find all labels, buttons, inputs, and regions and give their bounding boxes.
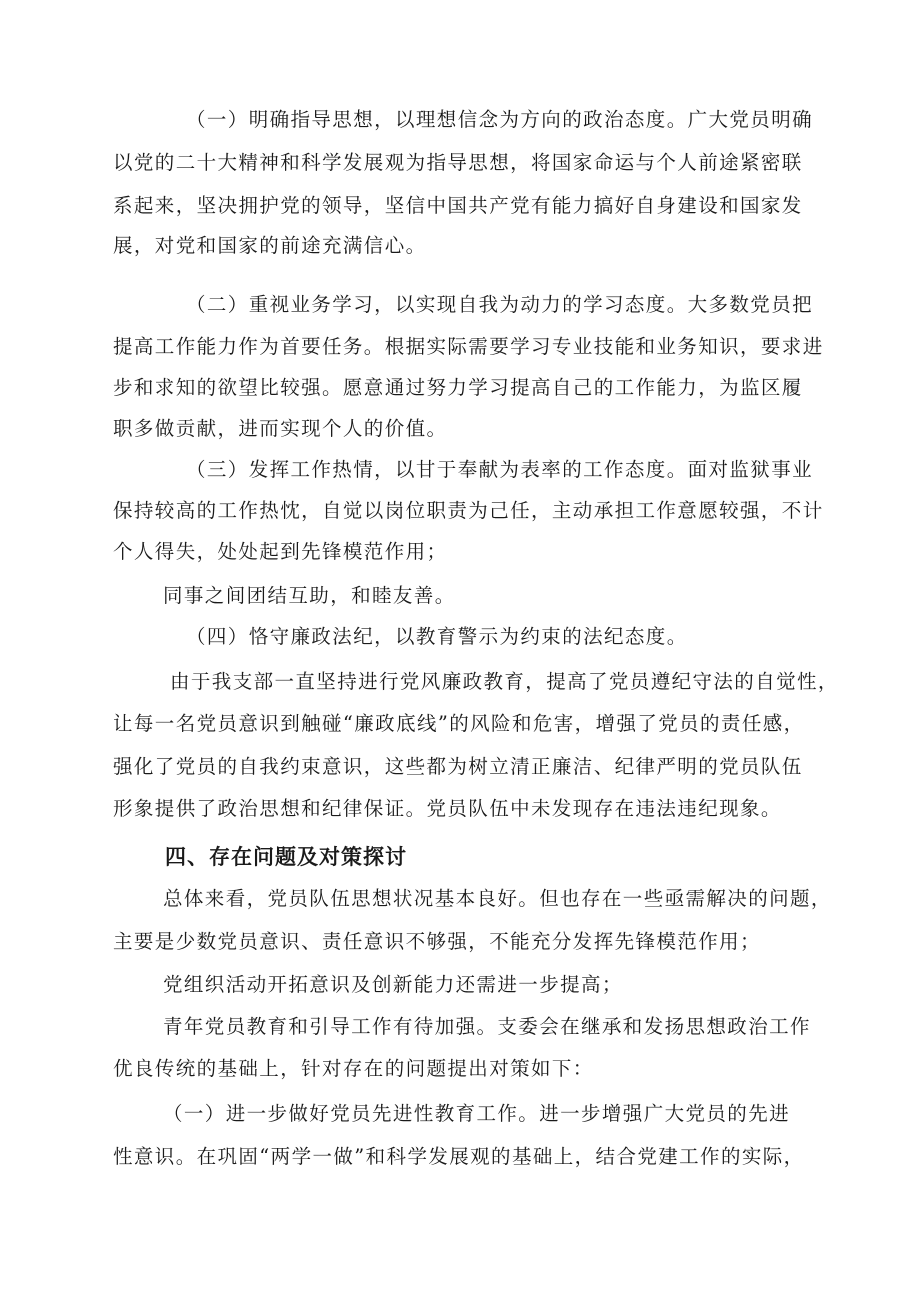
paragraph-6-line-2: 让每一名党员意识到触碰“廉政底线”的风险和危害，增强了党员的责任感， <box>113 712 805 735</box>
paragraph-1-line-3: 系起来，坚决拥护党的领导，坚信中国共产党有能力搞好自身建设和国家发 <box>113 194 803 217</box>
paragraph-1-line-1: （一）明确指导思想，以理想信念为方向的政治态度。广大党员明确 <box>186 108 814 131</box>
paragraph-4: 同事之间团结互助，和睦友善。 <box>163 584 456 607</box>
paragraph-3-line-2: 保持较高的工作热忱，自觉以岗位职责为己任，主动承担工作意愿较强，不计 <box>113 499 824 522</box>
paragraph-7-line-1: 总体来看，党员队伍思想状况基本良好。但也存在一些亟需解决的问题， <box>163 887 832 910</box>
paragraph-3-line-3: 个人得失，处处起到先锋模范作用； <box>113 540 448 563</box>
paragraph-10-line-2: 性意识。在巩固“两学一做”和科学发展观的基础上，结合党建工作的实际， <box>113 1145 805 1168</box>
paragraph-9-line-2: 优良传统的基础上，针对存在的问题提出对策如下： <box>113 1057 594 1080</box>
paragraph-6-line-3: 强化了党员的自我约束意识，这些都为树立清正廉洁、纪律严明的党员队伍 <box>113 755 803 778</box>
paragraph-1-line-2: 以党的二十大精神和科学发展观为指导思想，将国家命运与个人前途紧密联 <box>113 151 803 174</box>
paragraph-2-line-2: 提高工作能力作为首要任务。根据实际需要学习专业技能和业务知识，要求进 <box>113 335 824 358</box>
paragraph-5: （四）恪守廉政法纪，以教育警示为约束的法纪态度。 <box>186 625 688 648</box>
paragraph-7-line-2: 主要是少数党员意识、责任意识不够强，不能充分发挥先锋模范作用； <box>113 930 761 953</box>
paragraph-8: 党组织活动开拓意识及创新能力还需进一步提高； <box>163 973 623 996</box>
section-heading: 四、存在问题及对策探讨 <box>165 845 407 869</box>
paragraph-6-line-4: 形象提供了政治思想和纪律保证。党员队伍中未发现存在违法违纪现象。 <box>113 797 782 820</box>
paragraph-10-line-1: （一）进一步做好党员先进性教育工作。进一步增强广大党员的先进 <box>163 1102 791 1125</box>
paragraph-9-line-1: 青年党员教育和引导工作有待加强。支委会在继承和发扬思想政治工作 <box>163 1015 811 1038</box>
paragraph-1-line-4: 展，对党和国家的前途充满信心。 <box>113 234 427 257</box>
paragraph-2-line-4: 职多做贡献，进而实现个人的价值。 <box>113 417 448 440</box>
paragraph-6-line-1: 由于我支部一直坚持进行党风廉政教育，提高了党员遵纪守法的自觉性， <box>170 670 839 693</box>
paragraph-2-line-1: （二）重视业务学习，以实现自我为动力的学习态度。大多数党员把 <box>186 293 814 316</box>
paragraph-2-line-3: 步和求知的欲望比较强。愿意通过努力学习提高自己的工作能力，为监区履 <box>113 376 803 399</box>
paragraph-3-line-1: （三）发挥工作热情，以甘于奉献为表率的工作态度。面对监狱事业 <box>186 458 814 481</box>
